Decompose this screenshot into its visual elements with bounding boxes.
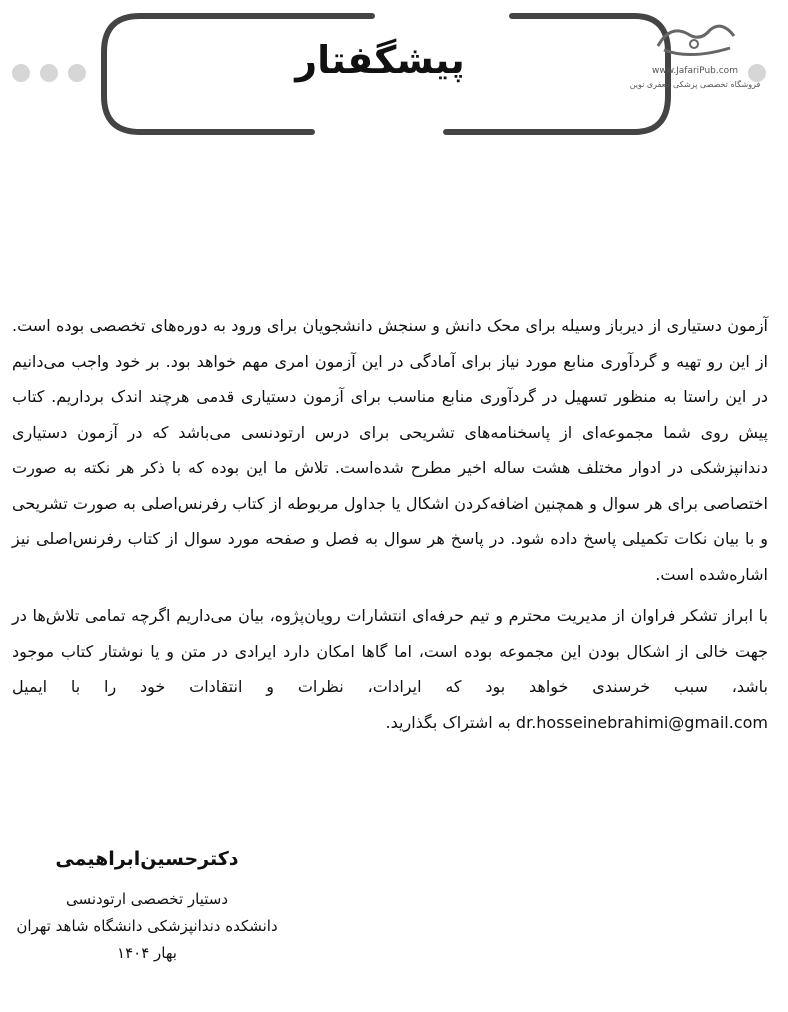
logo-url: www.JafariPub.com bbox=[652, 66, 738, 76]
author-name: دکترحسین‌ابراهیمی bbox=[55, 848, 239, 870]
jafari-pub-logo-icon bbox=[650, 16, 740, 64]
paragraph-text: به اشتراک بگذارید. bbox=[385, 712, 511, 732]
preface-body bbox=[12, 308, 768, 746]
logo-subtitle: فروشگاه تخصصی پزشکی جعفری نوین bbox=[629, 80, 761, 89]
author-affiliation: دانشکده دندانپزشکی دانشگاه شاهد تهران bbox=[16, 917, 278, 935]
author-role: دستیار تخصصی ارتودنسی bbox=[65, 890, 229, 908]
paragraph bbox=[12, 598, 768, 740]
paragraph: آزمون دستیاری از دیرباز وسیله برای محک دانش و سنجش دانشجویان برای ورود به دوره‌های تخصصی بوده است. از این رو تهیه و گردآوری منابع مورد نیاز برای آمادگی در این آزمون امری مهم خواهد بود. بر خود واجب می‌دانیم در این راستا به منظور تسهیل در گردآوری منابع مناسب برای آزمون دستیاری قدمی هرچند اندک برداریم. کتاب پیش روی شما مجموعه‌ای از پاسخنامه‌های تشریحی برای درس ارتودنسی می‌باشد که در آزمون دستیاری دندانپزشکی در ادوار مختلف هشت ساله اخیر مطرح شده‌است. تلاش ما این بوده که با ذکر هر نکته به صورت اختصاصی برای هر سوال و همچنین اضافه‌کردن اشکال یا جداول مربوطه از کتاب رفرنس‌اصلی به صورت تشریحی و با بیان نکات تکمیلی پاسخ داده شود. در پاسخ هر سوال به فصل و صفحه مورد سوال از کتاب رفرنس‌اصلی نیز اشاره‌شده است. bbox=[12, 316, 768, 584]
page-title: پیشگفتار bbox=[295, 38, 465, 82]
signature-block bbox=[12, 848, 282, 967]
paragraph-text: با ابراز تشکر فراوان از مدیریت محترم و تیم حرفه‌ای انتشارات رویان‌پژوه، بیان می‌داریم اگرچه تمامی تلاش‌ها در جهت خالی از اشکال بودن این مجموعه بوده است، اما گاها امکان دارد ایرادی در متن و یا نوشتار کتاب موجود باشد، سبب خرسندی خواهد بود که ایرادات، نظرات و انتقادات خود را با ایمیل bbox=[12, 606, 768, 696]
author-date: بهار ۱۴۰۴ bbox=[117, 944, 177, 962]
email-link[interactable]: dr.hosseinebrahimi@gmail.com bbox=[515, 712, 768, 732]
publisher-logo bbox=[620, 12, 770, 102]
